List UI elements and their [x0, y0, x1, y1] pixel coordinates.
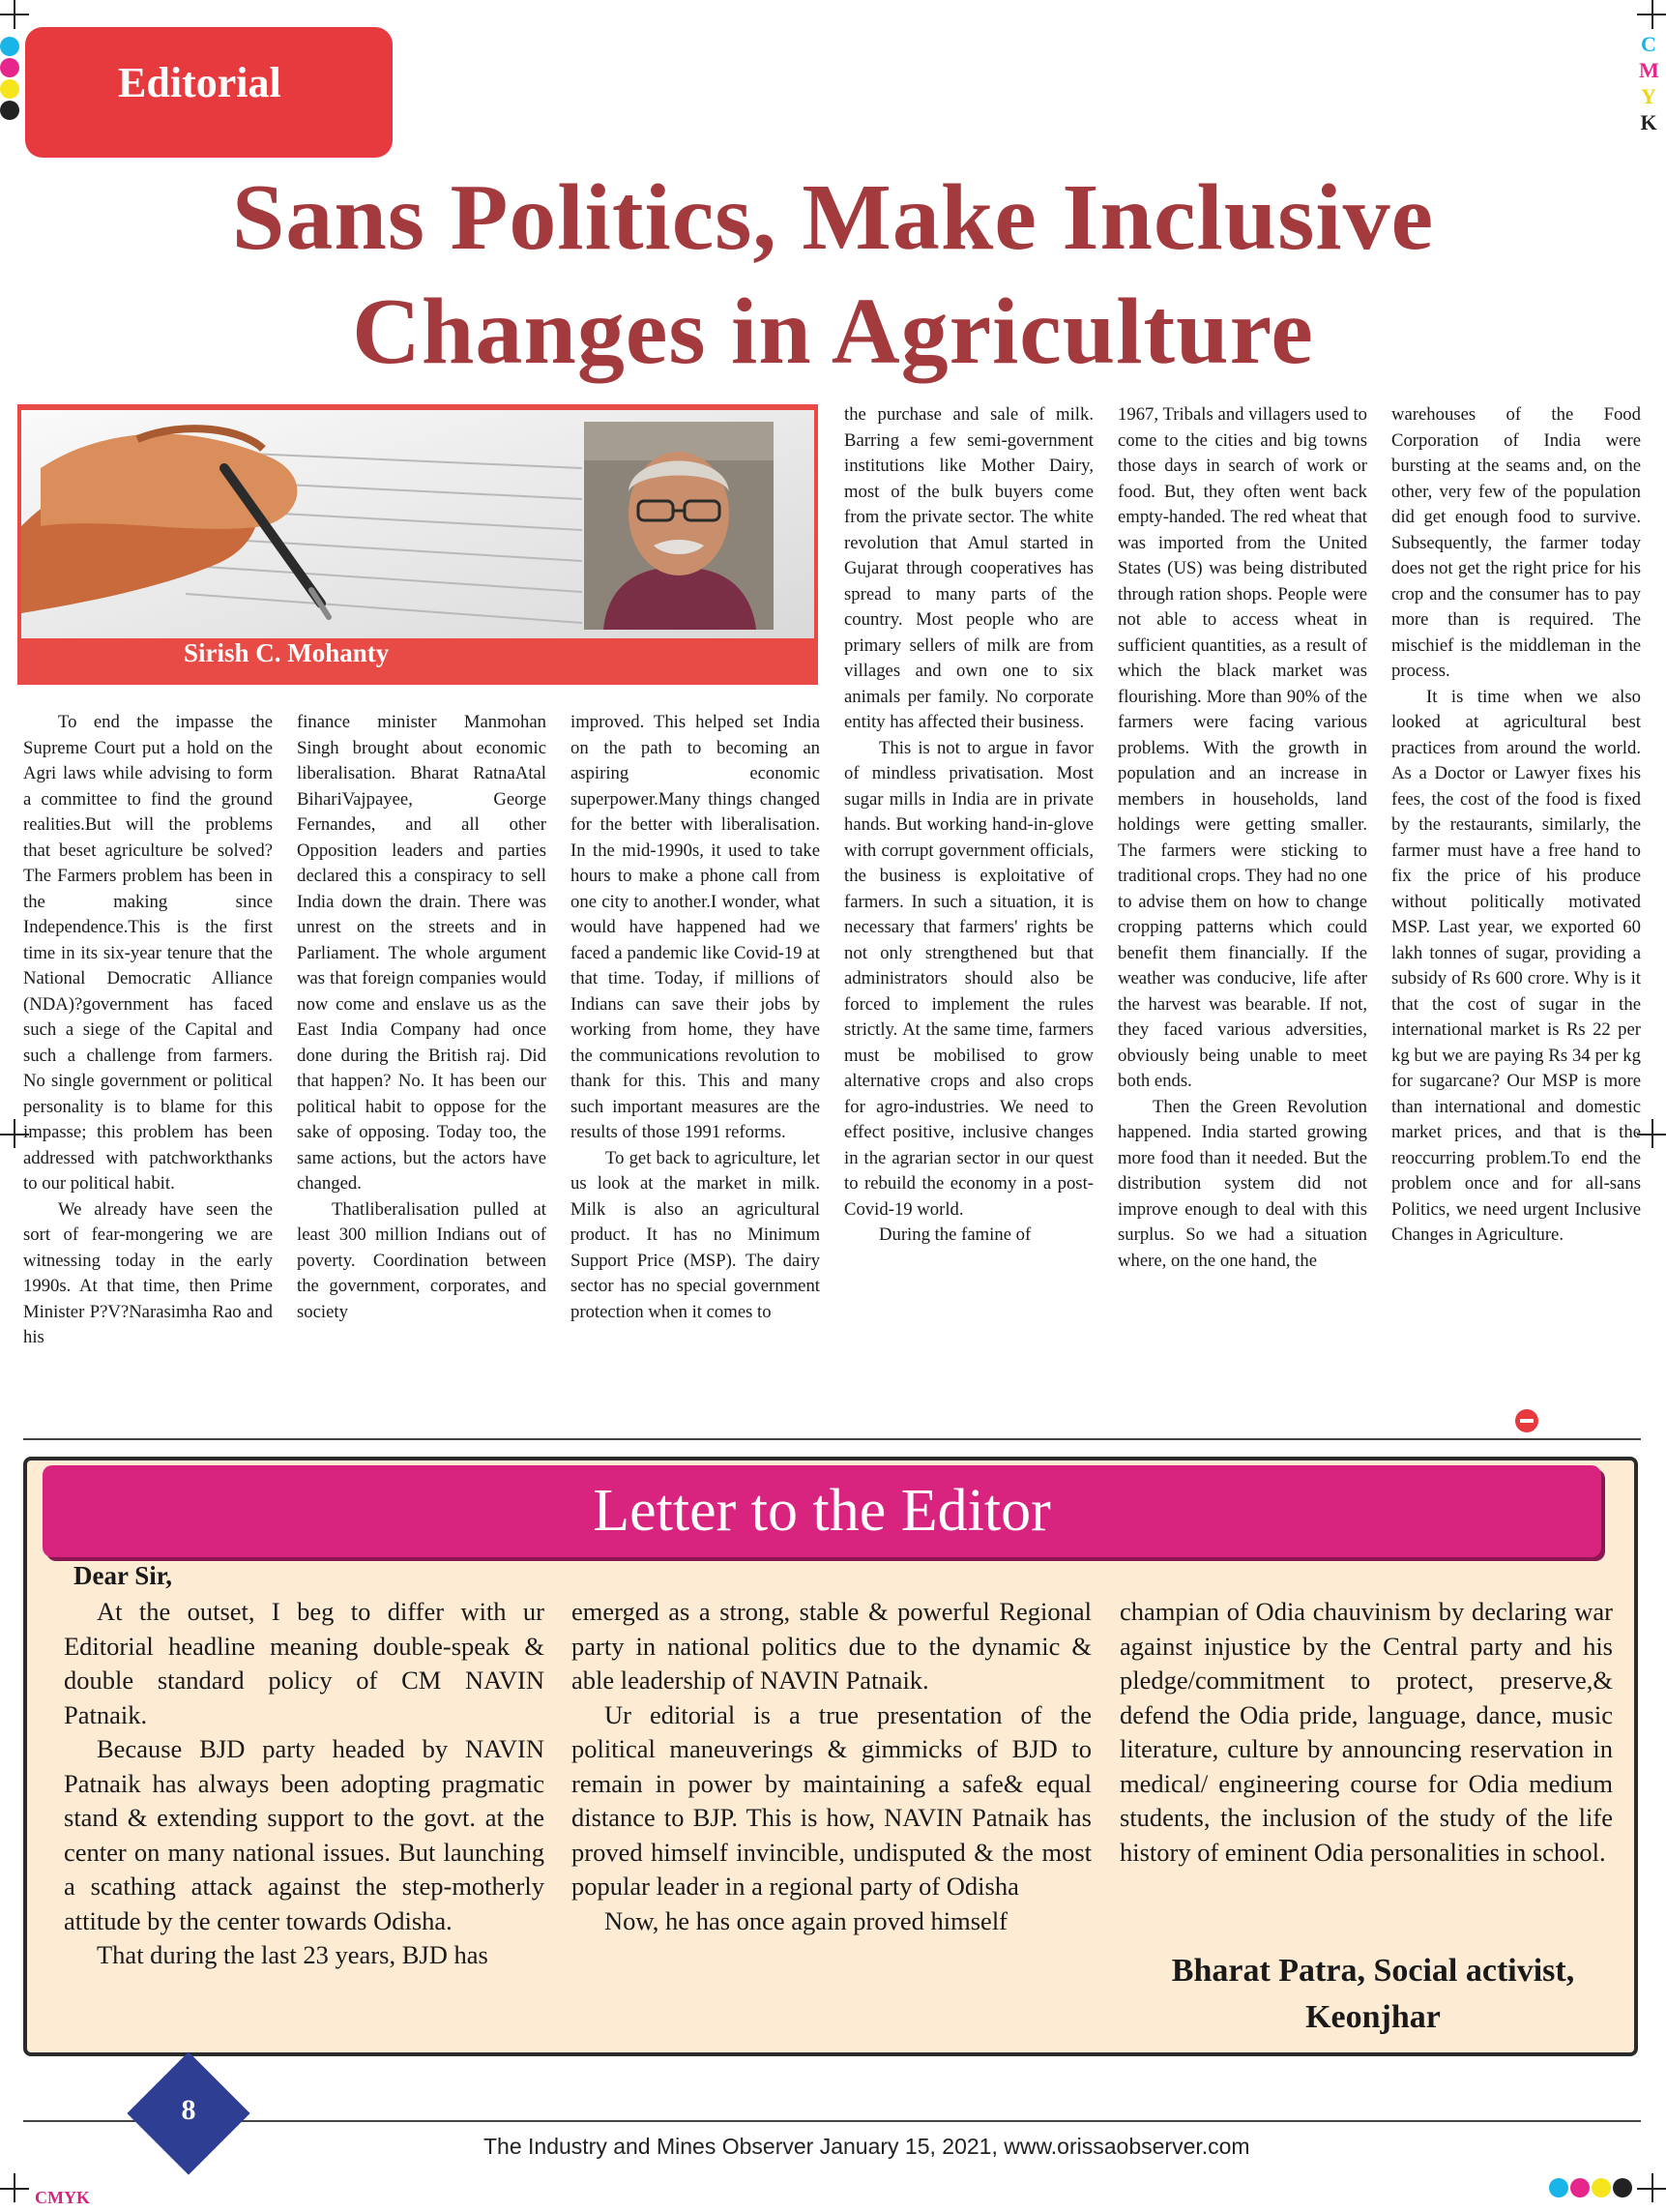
editorial-column-4: [844, 402, 1094, 1249]
letter-title: Letter to the Editor: [593, 1478, 1051, 1544]
cyan-dot-icon: [0, 37, 19, 56]
letter-column-2: [571, 1595, 1092, 1938]
headline-line-2: Changes in Agriculture: [352, 280, 1314, 384]
paragraph: To end the impasse the Supreme Court put a hold on the Agri laws while advising to form a committee to find the ground realities.But will the problems that beset agriculture be solved? The Farmers problem has been in the making since Independence.This is the first time in its six-year tenure that the National Democratic Alliance (NDA)?government has faced such a siege of the Capital and such a challenge from farmers. No single government or political personality is to blame for this impasse; this problem has been addressed with patchworkthanks to our political habit.: [23, 712, 273, 1194]
byline: Sirish C. Mohanty: [184, 638, 390, 667]
yellow-dot-icon: [1592, 2178, 1611, 2197]
section-tag-label: Editorial: [118, 59, 281, 106]
headline-line-1: Sans Politics, Make Inclusive: [231, 165, 1435, 270]
cmyk-k: K: [1640, 110, 1657, 134]
cmyk-m: M: [1639, 58, 1659, 82]
editorial-column-5: [1118, 402, 1367, 1274]
paragraph: It is time when we also looked at agricultural best practices from around the world. As a Doctor or Lawyer fixes his fees, the cost of the food is fixed by the restaurants, similarly, the farmer must have a free hand to fix the price of his produce without politically motivated MSP. Last year, we exported 60 lakh tonnes of sugar, providing a subsidy of Rs 600 crore. Why is it that the cost of sugar in the international market is Rs 22 per kg but we are paying Rs 34 per kg for sugarcane? Our MSP is more than international and domestic market prices, and that is the reoccurring problem.To end the problem once and for all-sans Politics, we need urgent Inclusive Changes in Agriculture.: [1391, 686, 1641, 1245]
paragraph: Because BJD party headed by NAVIN Patnaik has always been adopting pragmatic stand & extending support to the govt. at the center on many national issues. But launching a scathing attack against the step-motherly attitude by the center towards Odisha.: [64, 1734, 544, 1935]
page-number: 8: [181, 2094, 196, 2126]
author-photo: [584, 422, 774, 630]
editorial-column-3: [570, 710, 820, 1325]
cyan-dot-icon: [1549, 2178, 1568, 2197]
yellow-dot-icon: [0, 79, 19, 99]
cmyk-bottom-label: CMYK: [35, 2188, 90, 2207]
paragraph: During the famine of: [879, 1224, 1032, 1245]
headline: [0, 161, 1666, 389]
editorial-column-6: [1391, 402, 1641, 1249]
paragraph: This is not to argue in favor of mindless privatisation. Most sugar mills in India are in private hands. But working hand-in-glove with corrupt government officials, the business is exploitative of farmers. In such a situation, it is necessary that farmers' rights be not only strengthened but that administrators should also be forced to implement the rules strictly. At the same time, farmers must be mobilised to grow alternative crops and also crops for agro-industries. We need to effect positive, inclusive changes in the agrarian sector in our quest to rebuild the economy in a post-Covid-19 world.: [844, 737, 1094, 1220]
paragraph: To get back to agriculture, let us look at the market in milk. Milk is also an agricultural product. It has no Minimum Support Price (MSP). The dairy sector has no special government protection when it comes to: [570, 1147, 820, 1322]
crop-mark: [1651, 2173, 1653, 2202]
paragraph: Then the Green Revolution happened. India started growing more food than it needed. But the distribution system did not improve enough to deal with this surplus. So we had a situation where, on the one hand, the: [1118, 1096, 1367, 1271]
paragraph: champian of Odia chauvinism by declaring war against injustice by the Central party and his pledge/commitment to protect, preserve,& defend the Odia pride, language, dance, music literature, culture by announcing reservation in medical/ engineering course for Odia medium students, the inclusion of the study of the life history of eminent Odia personalities in school.: [1120, 1597, 1613, 1867]
cmyk-c: C: [1641, 32, 1656, 56]
paragraph: We already have seen the sort of fear-mongering we are witnessing today in the early 1990s. At that time, then Prime Minister P?V?Narasimha Rao and his: [23, 1198, 273, 1347]
crop-mark: [14, 0, 15, 29]
paragraph: Thatliberalisation pulled at least 300 million Indians out of poverty. Coordination between the government, corporates, and society: [297, 1198, 546, 1322]
paragraph: At the outset, I beg to differ with ur Editorial headline meaning double-speak & double standard policy of CM NAVIN Patnaik.: [64, 1597, 544, 1729]
end-of-story-icon: [1514, 1408, 1539, 1438]
paragraph: finance minister Manmohan Singh brought about economic liberalisation. Bharat RatnaAtal BihariVajpayee, George Fernandes, and all other Opposition leaders and parties declared this a conspiracy to sell India down the drain. There was unrest on the streets and in Parliament. The whole argument was that foreign companies would now come and enslave us as the East India Company had once done during the British raj. Did that happen? No. It has been our political habit to oppose for the sake of opposing. Today too, the same actions, but the actors have changed.: [297, 712, 546, 1194]
signature-name: Bharat Patra, Social activist,: [1171, 1953, 1575, 1989]
paragraph: 1967, Tribals and villagers used to come to the cities and big towns those days in search of work or food. But, they often went back empty-handed. The red wheat that was imported from the United States (US) was being distributed through ration shops. People were not able to access wheat in sufficient quantities, as a result of which the black market was flourishing. More than 90% of the farmers were facing various problems. With the growth in population and an increase in members in households, land holdings were getting smaller. The farmers were sticking to traditional crops. They had no one to advise them on how to change cropping patterns which could benefit them financially. If the weather was conducive, life after the harvest was bearable. If not, they faced various adversities, obviously being unable to meet both ends.: [1118, 404, 1367, 1091]
editorial-column-1: [23, 710, 273, 1351]
magenta-dot-icon: [1570, 2178, 1590, 2197]
paragraph: emerged as a strong, stable & powerful Regional party in national politics due to the dynamic & able leadership of NAVIN Patnaik.: [571, 1597, 1092, 1695]
section-tag: [25, 27, 393, 158]
footer-text: The Industry and Mines Observer January 15, 2021, www.orissaobserver.com: [483, 2134, 1250, 2159]
signature-place: Keonjhar: [1305, 1999, 1441, 2035]
paragraph: That during the last 23 years, BJD has: [97, 1940, 488, 1969]
crop-mark: [1651, 1119, 1653, 1148]
paragraph: Now, he has once again proved himself: [604, 1905, 1008, 1935]
paragraph: warehouses of the Food Corporation of India were bursting at the seams and, on the other, very few of the population did get enough food to survive. Subsequently, the farmer today does not get the right price for his crop and the consumer has to pay more than is required. The mischief is the middleman in the process.: [1391, 404, 1641, 681]
paragraph: the purchase and sale of milk. Barring a few semi-government institutions like Mother Dairy, most of the bulk buyers come from the private sector. The white revolution that Amul started in Gujarat through cooperatives has spread to many parts of the country. Most people who are primary sellers of milk are from villages and own one to six animals per family. No corporate entity has affected their business.: [844, 404, 1094, 732]
crop-mark: [1651, 0, 1653, 29]
cmyk-letters: [1639, 31, 1658, 135]
black-dot-icon: [0, 101, 19, 120]
author-portrait-icon: [584, 422, 774, 630]
paragraph: Ur editorial is a true presentation of the political maneuverings & gimmicks of BJD to remain in power by maintaining a safe& equal distance to BJP. This is how, NAVIN Patnaik has proved himself invincible, undisputed & the most popular leader in a regional party of Odisha: [571, 1699, 1092, 1901]
letter-column-1: [64, 1595, 544, 1973]
crop-mark: [14, 1119, 15, 1148]
letter-column-3: [1120, 1595, 1613, 1870]
letter-signature: [1122, 1948, 1624, 2041]
editorial-column-2: [297, 710, 546, 1325]
magenta-dot-icon: [0, 58, 19, 77]
crop-mark: [14, 2173, 15, 2202]
black-dot-icon: [1613, 2178, 1632, 2197]
section-divider: [23, 1438, 1641, 1440]
cmyk-y: Y: [1641, 84, 1656, 108]
letter-salutation: Dear Sir,: [73, 1561, 173, 1590]
footer-rule: [23, 2120, 1641, 2122]
paragraph: improved. This helped set India on the path to becoming an aspiring economic superpower.Many things changed for the better with liberalisation. In the mid-1990s, it used to take hours to make a phone call from one city to another.I wonder, what would have happened had we faced a pandemic like Covid-19 at that time. Today, if millions of Indians can save their jobs by working from home, they have the communications revolution to thank for this. This and many such important measures are the results of those 1991 reforms.: [570, 712, 820, 1142]
